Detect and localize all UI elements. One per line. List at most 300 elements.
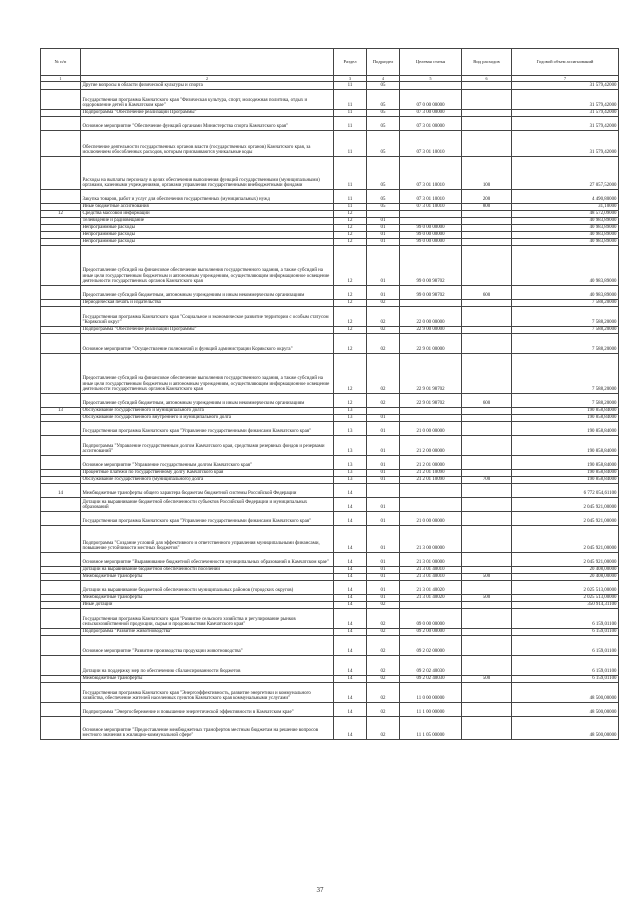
row-target-article: 21 2 01 00000 — [400, 456, 462, 470]
row-amount: 40 983,89000 — [512, 218, 619, 225]
row-expense-type — [462, 484, 512, 498]
row-target-article: 99 0 00 98702 — [400, 246, 462, 286]
row-subsection: 02 — [367, 300, 400, 307]
row-section: 11 — [334, 110, 367, 117]
row-subsection: 01 — [367, 470, 400, 477]
row-amount: 2 025 513,00000 — [512, 581, 619, 595]
row-target-article — [400, 602, 462, 609]
row-number — [41, 436, 81, 456]
table-row — [41, 354, 619, 394]
row-section: 14 — [334, 602, 367, 609]
row-expense-type — [462, 408, 512, 415]
row-expense-type — [462, 470, 512, 477]
row-target-article: 11 0 00 00000 — [400, 683, 462, 703]
row-target-article: 21 3 01 00000 — [400, 553, 462, 567]
table-row — [41, 211, 619, 218]
row-expense-type — [462, 526, 512, 553]
row-name: Подпрограмма "Управление государственным долгом Камчатского края, средствами резервных фондов и резервами ассигнований" — [81, 436, 334, 456]
row-name: Непрограммные расходы — [81, 232, 334, 239]
row-target-article: 21 0 00 00000 — [400, 422, 462, 436]
row-number — [41, 581, 81, 595]
row-subsection: 02 — [367, 609, 400, 629]
page-number: 37 — [316, 886, 324, 894]
row-target-article: 09 0 00 00000 — [400, 609, 462, 629]
row-target-article — [400, 300, 462, 307]
table-row — [41, 456, 619, 470]
row-number — [41, 717, 81, 740]
row-section: 12 — [334, 246, 367, 286]
row-expense-type — [462, 656, 512, 676]
row-section: 14 — [334, 512, 367, 526]
row-subsection: 02 — [367, 602, 400, 609]
row-amount: 190 858,84000 — [512, 456, 619, 470]
row-expense-type — [462, 683, 512, 703]
table-row — [41, 394, 619, 408]
row-amount: 2 045 921,00000 — [512, 512, 619, 526]
table-row — [41, 408, 619, 415]
header-expense-type: Вид расходов — [462, 49, 512, 76]
row-number — [41, 90, 81, 110]
row-name: Другие вопросы в области физической культуры и спорта — [81, 82, 334, 90]
row-target-article: 07 3 01 10010 — [400, 131, 462, 157]
row-amount: 2 045 921,00000 — [512, 553, 619, 567]
row-amount: 2 045 921,00000 — [512, 498, 619, 512]
row-expense-type — [462, 498, 512, 512]
row-subsection: 01 — [367, 553, 400, 567]
row-amount: 350 914,31100 — [512, 602, 619, 609]
row-amount: 7 588,20000 — [512, 334, 619, 354]
table-row — [41, 415, 619, 422]
budget-allocation-table — [40, 48, 619, 740]
row-subsection: 02 — [367, 703, 400, 717]
row-amount: 40 983,89000 — [512, 225, 619, 232]
row-section: 12 — [334, 218, 367, 225]
row-name: Государственная программа Камчатского края "Управление государственными финансами Камчатского края" — [81, 422, 334, 436]
row-number — [41, 470, 81, 477]
row-section: 13 — [334, 456, 367, 470]
header-annual-amount: Годовой объем ассигнований — [512, 49, 619, 76]
row-target-article: 21 0 00 00000 — [400, 512, 462, 526]
table-row — [41, 82, 619, 90]
row-number — [41, 683, 81, 703]
table-row — [41, 703, 619, 717]
row-subsection: 01 — [367, 232, 400, 239]
row-target-article: 07 3 01 10010 — [400, 157, 462, 190]
row-amount: 190 858,84000 — [512, 477, 619, 484]
table-row — [41, 218, 619, 225]
row-number — [41, 456, 81, 470]
row-expense-type — [462, 90, 512, 110]
row-expense-type: 700 — [462, 477, 512, 484]
row-number — [41, 286, 81, 300]
table-row — [41, 239, 619, 246]
table-row — [41, 157, 619, 190]
table-row — [41, 526, 619, 553]
table-row — [41, 204, 619, 211]
row-target-article — [400, 498, 462, 512]
row-expense-type: 100 — [462, 157, 512, 190]
row-name: Дотации на поддержку мер по обеспечению сбалансированности бюджетов — [81, 656, 334, 676]
row-subsection: 02 — [367, 676, 400, 683]
row-section: 14 — [334, 526, 367, 553]
budget-table-sheet — [40, 48, 618, 740]
row-subsection: 02 — [367, 354, 400, 394]
row-name: Процентные платежи по государственному долгу Камчатского края — [81, 470, 334, 477]
row-number — [41, 334, 81, 354]
row-target-article: 07 3 01 00000 — [400, 117, 462, 131]
table-row — [41, 512, 619, 526]
row-amount: 190 858,84000 — [512, 436, 619, 456]
row-expense-type — [462, 609, 512, 629]
row-name: Средства массовой информации — [81, 211, 334, 218]
row-target-article: 07 3 00 00000 — [400, 110, 462, 117]
table-row — [41, 553, 619, 567]
row-target-article: 09 2 02 40030 — [400, 656, 462, 676]
table-row — [41, 717, 619, 740]
row-name: Непрограммные расходы — [81, 225, 334, 232]
row-number — [41, 82, 81, 90]
row-expense-type — [462, 602, 512, 609]
row-subsection: 01 — [367, 498, 400, 512]
row-name: Основное мероприятие "Развитие производства продукции животноводства" — [81, 636, 334, 656]
row-number — [41, 190, 81, 204]
row-target-article: 21 3 00 00000 — [400, 526, 462, 553]
row-amount: 40 983,89000 — [512, 239, 619, 246]
column-index: 6 — [462, 76, 512, 82]
row-number — [41, 703, 81, 717]
row-amount: 190 858,84000 — [512, 422, 619, 436]
row-subsection: 02 — [367, 629, 400, 636]
row-subsection: 01 — [367, 286, 400, 300]
row-section: 14 — [334, 629, 367, 636]
column-index: 1 — [41, 76, 81, 82]
row-target-article: 11 1 00 00000 — [400, 703, 462, 717]
row-number — [41, 110, 81, 117]
row-amount: 48 572,09000 — [512, 211, 619, 218]
row-amount: 20 408,00000 — [512, 574, 619, 581]
row-name: Предоставление субсидий бюджетным, автономным учреждениям и иным некоммерческим организациям — [81, 286, 334, 300]
row-subsection: 01 — [367, 456, 400, 470]
table-row — [41, 498, 619, 512]
row-number — [41, 204, 81, 211]
row-target-article — [400, 82, 462, 90]
row-number — [41, 512, 81, 526]
row-section: 11 — [334, 117, 367, 131]
row-subsection: 05 — [367, 117, 400, 131]
table-row — [41, 90, 619, 110]
row-name: Обслуживание государственного (муниципального) долга — [81, 477, 334, 484]
row-expense-type — [462, 211, 512, 218]
table-row — [41, 595, 619, 602]
column-index: 7 — [512, 76, 619, 82]
row-name: Государственная программа Камчатского края "Энергоэффективность, развитие энергетики и коммунального хозяйства, обеспечение жителей населенных пунктов Камчатского края коммунальными услугами" — [81, 683, 334, 703]
row-expense-type: 500 — [462, 595, 512, 602]
row-subsection: 01 — [367, 246, 400, 286]
row-name: Государственная программа Камчатского края "Физическая культура, спорт, молодежная политика, отдых и оздоровление детей в Камчатском крае" — [81, 90, 334, 110]
row-target-article: 21 3 01 40020 — [400, 595, 462, 602]
row-target-article: 99 0 00 98702 — [400, 286, 462, 300]
header-name — [81, 49, 334, 76]
row-amount: 6 159,01100 — [512, 676, 619, 683]
row-name: Государственная программа Камчатского края "Развитие сельского хозяйства и регулирование рынков сельскохозяйственной продукции, сырья и продовольствия Камчатского края" — [81, 609, 334, 629]
table-row — [41, 110, 619, 117]
table-row — [41, 436, 619, 456]
row-section: 12 — [334, 232, 367, 239]
row-expense-type — [462, 218, 512, 225]
row-section: 12 — [334, 286, 367, 300]
row-subsection: 02 — [367, 334, 400, 354]
row-expense-type — [462, 629, 512, 636]
column-index: 4 — [367, 76, 400, 82]
row-name: Иные бюджетные ассигнования — [81, 204, 334, 211]
row-subsection: 05 — [367, 157, 400, 190]
row-amount: 7 588,20000 — [512, 354, 619, 394]
row-amount: 2 045 921,00000 — [512, 526, 619, 553]
row-section: 12 — [334, 334, 367, 354]
row-expense-type — [462, 422, 512, 436]
row-section: 14 — [334, 553, 367, 567]
row-subsection: 01 — [367, 422, 400, 436]
row-number — [41, 218, 81, 225]
table-row — [41, 676, 619, 683]
row-subsection: 02 — [367, 656, 400, 676]
row-subsection: 02 — [367, 717, 400, 740]
table-row — [41, 484, 619, 498]
row-expense-type — [462, 327, 512, 334]
table-row — [41, 629, 619, 636]
row-section: 14 — [334, 484, 367, 498]
row-amount: 6 159,01100 — [512, 609, 619, 629]
row-number — [41, 567, 81, 574]
row-name: Основное мероприятие "Обеспечение функций органами Министерства спорта Камчатского края" — [81, 117, 334, 131]
row-expense-type: 200 — [462, 190, 512, 204]
row-name: Закупка товаров, работ и услуг для обеспечения государственных (муниципальных) нужд — [81, 190, 334, 204]
row-target-article: 21 2 01 10090 — [400, 477, 462, 484]
row-section: 13 — [334, 415, 367, 422]
row-number — [41, 246, 81, 286]
row-name: Подпрограмма "Обеспечение реализации Программы" — [81, 110, 334, 117]
row-section: 12 — [334, 327, 367, 334]
row-subsection: 01 — [367, 574, 400, 581]
row-section: 14 — [334, 656, 367, 676]
row-name: Подпрограмма "Развитие животноводства" — [81, 629, 334, 636]
table-row — [41, 334, 619, 354]
row-subsection: 05 — [367, 82, 400, 90]
row-number — [41, 574, 81, 581]
table-row — [41, 574, 619, 581]
row-amount: 6 772 054,61100 — [512, 484, 619, 498]
row-amount: 6 159,01100 — [512, 629, 619, 636]
row-target-article — [400, 415, 462, 422]
row-section: 11 — [334, 204, 367, 211]
row-subsection: 01 — [367, 218, 400, 225]
row-expense-type: 800 — [462, 204, 512, 211]
row-target-article: 11 1 05 00000 — [400, 717, 462, 740]
row-section: 11 — [334, 157, 367, 190]
row-amount: 190 858,84000 — [512, 470, 619, 477]
row-target-article — [400, 408, 462, 415]
table-body — [41, 82, 619, 740]
row-expense-type — [462, 334, 512, 354]
row-section: 13 — [334, 470, 367, 477]
row-target-article: 21 3 01 40010 — [400, 567, 462, 574]
row-amount: 6 159,01100 — [512, 636, 619, 656]
row-target-article: 07 3 01 10010 — [400, 204, 462, 211]
row-name: Основное мероприятие "Осуществление полномочий и функций администрации Корякского округа" — [81, 334, 334, 354]
row-target-article — [400, 484, 462, 498]
row-amount: 27 057,52000 — [512, 157, 619, 190]
row-amount: 7 588,20000 — [512, 307, 619, 327]
table-header-row — [41, 49, 619, 76]
table-row — [41, 131, 619, 157]
row-name: Подпрограмма "Создание условий для эффективного и ответственного управления муниципальными финансами, повышение устойчивости местных бюджетов" — [81, 526, 334, 553]
row-amount: 190 858,84000 — [512, 408, 619, 415]
row-section: 14 — [334, 703, 367, 717]
row-expense-type — [462, 239, 512, 246]
row-name: Предоставление субсидий бюджетным, автономным учреждениям и иным некоммерческим организациям — [81, 394, 334, 408]
row-target-article: 22 9 01 98702 — [400, 354, 462, 394]
row-amount: 7 588,20000 — [512, 394, 619, 408]
row-name: Предоставление субсидий на финансовое обеспечение выполнения государственного задания, а также субсидий на иные цели государственным бюджетным и автономным учреждениям, осуществляющим информационное освещение деятельности государственных органов Камчатского края — [81, 354, 334, 394]
row-number — [41, 629, 81, 636]
row-number — [41, 307, 81, 327]
row-name: Государственная программа Камчатского края "Социальное и экономическое развитие территории с особым статусом "Корякский округ" — [81, 307, 334, 327]
row-subsection: 01 — [367, 415, 400, 422]
row-name: Телевидение и радиовещание — [81, 218, 334, 225]
row-expense-type — [462, 307, 512, 327]
row-number — [41, 477, 81, 484]
row-number — [41, 636, 81, 656]
row-name: Обеспечение деятельности государственных органов власти (государственных органов) Камчатского края, за исключением обособленных расходов, которым присваиваются уникальные коды — [81, 131, 334, 157]
row-name: Государственная программа Камчатского края "Управление государственными финансами Камчатского края" — [81, 512, 334, 526]
row-name: Межбюджетные трансферты — [81, 574, 334, 581]
row-number: 12 — [41, 211, 81, 218]
row-number — [41, 609, 81, 629]
row-target-article: 99 0 00 00000 — [400, 232, 462, 239]
row-expense-type — [462, 232, 512, 239]
row-amount: 40 983,89000 — [512, 246, 619, 286]
row-name: Дотации на выравнивание бюджетной обеспеченности поселений — [81, 567, 334, 574]
row-expense-type — [462, 456, 512, 470]
table-row — [41, 609, 619, 629]
row-amount: 31 579,42000 — [512, 131, 619, 157]
header-subsection: Подраздел — [367, 49, 400, 76]
row-section: 14 — [334, 609, 367, 629]
row-section: 11 — [334, 190, 367, 204]
row-number — [41, 422, 81, 436]
column-index: 3 — [334, 76, 367, 82]
row-subsection: 01 — [367, 436, 400, 456]
header-target-article: Целевая статья — [400, 49, 462, 76]
table-row — [41, 602, 619, 609]
row-amount: 48 500,00000 — [512, 703, 619, 717]
row-subsection: 01 — [367, 512, 400, 526]
row-amount: 40 983,89000 — [512, 286, 619, 300]
row-subsection: 01 — [367, 225, 400, 232]
row-name: Подпрограмма "Энергосбережение и повышение энергетической эффективности в Камчатском крае" — [81, 703, 334, 717]
row-expense-type — [462, 703, 512, 717]
row-name: Межбюджетные трансферты — [81, 595, 334, 602]
row-amount: 6 159,01100 — [512, 656, 619, 676]
row-amount: 190 858,84000 — [512, 415, 619, 422]
row-target-article: 09 2 02 00000 — [400, 636, 462, 656]
row-name: Подпрограмма "Обеспечение реализации Программы" — [81, 327, 334, 334]
row-section: 14 — [334, 574, 367, 581]
row-number — [41, 354, 81, 394]
table-row — [41, 307, 619, 327]
table-row — [41, 300, 619, 307]
row-number — [41, 602, 81, 609]
row-amount: 7 588,20000 — [512, 327, 619, 334]
table-row — [41, 477, 619, 484]
row-name: Дотации на выравнивание бюджетной обеспеченности субъектов Российской Федерации и муниципальных образований — [81, 498, 334, 512]
row-expense-type — [462, 581, 512, 595]
row-expense-type — [462, 82, 512, 90]
row-target-article — [400, 211, 462, 218]
row-amount: 31,10000 — [512, 204, 619, 211]
row-subsection — [367, 408, 400, 415]
table-row — [41, 683, 619, 703]
row-number — [41, 239, 81, 246]
row-amount: 7 588,20000 — [512, 300, 619, 307]
header-number: № п/п — [41, 49, 81, 76]
row-subsection: 05 — [367, 190, 400, 204]
row-subsection: 01 — [367, 477, 400, 484]
row-amount: 31 579,42000 — [512, 82, 619, 90]
row-number — [41, 656, 81, 676]
row-section: 13 — [334, 408, 367, 415]
table-row — [41, 581, 619, 595]
row-number — [41, 327, 81, 334]
row-expense-type — [462, 512, 512, 526]
row-expense-type — [462, 131, 512, 157]
row-name: Расходы на выплаты персоналу в целях обеспечения выполнения функций государственными (муниципальными) органами, казенными учреждениями, органами управления государственными внебюджетными фондами — [81, 157, 334, 190]
row-section: 14 — [334, 498, 367, 512]
row-target-article — [400, 218, 462, 225]
row-target-article: 99 0 00 00000 — [400, 225, 462, 232]
row-expense-type: 500 — [462, 676, 512, 683]
row-expense-type — [462, 110, 512, 117]
table-row — [41, 117, 619, 131]
row-number: 13 — [41, 408, 81, 415]
row-target-article: 22 9 00 00000 — [400, 327, 462, 334]
row-section: 13 — [334, 477, 367, 484]
row-number — [41, 225, 81, 232]
row-target-article: 21 2 01 10090 — [400, 470, 462, 477]
row-name: Периодическая печать и издательства — [81, 300, 334, 307]
row-name: Непрограммные расходы — [81, 239, 334, 246]
row-name: Дотации на выравнивание бюджетной обеспеченности муниципальных районов (городских округов) — [81, 581, 334, 595]
row-amount: 20 408,00000 — [512, 567, 619, 574]
row-expense-type — [462, 436, 512, 456]
row-expense-type: 600 — [462, 394, 512, 408]
row-expense-type — [462, 717, 512, 740]
row-target-article: 22 9 01 98702 — [400, 394, 462, 408]
row-number — [41, 300, 81, 307]
row-section: 13 — [334, 422, 367, 436]
row-amount: 31 579,42000 — [512, 117, 619, 131]
row-amount: 40 983,89000 — [512, 232, 619, 239]
row-name: Предоставление субсидий на финансовое обеспечение выполнения государственного задания, а также субсидий на иные цели государственным бюджетным и автономным учреждениям, осуществляющим информационное освещение деятельности государственных органов Камчатского края — [81, 246, 334, 286]
row-target-article: 99 0 00 00000 — [400, 239, 462, 246]
row-section: 12 — [334, 354, 367, 394]
row-section: 11 — [334, 90, 367, 110]
row-subsection: 05 — [367, 90, 400, 110]
row-section: 14 — [334, 581, 367, 595]
row-amount: 31 579,42000 — [512, 110, 619, 117]
table-row — [41, 636, 619, 656]
table-row — [41, 286, 619, 300]
